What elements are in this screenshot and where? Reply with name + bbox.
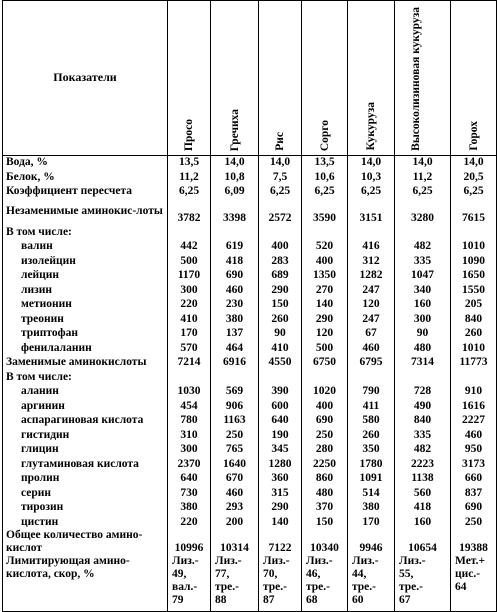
cell-value: 1010: [451, 239, 497, 254]
row-label: треонин: [3, 312, 168, 327]
cell-line: Лиз.-: [399, 555, 426, 568]
cell-value: 560: [395, 486, 451, 501]
cell-value: 150: [259, 297, 302, 312]
cell-line: Лиз.-: [263, 555, 290, 568]
cell-value: 6,25: [395, 184, 451, 199]
cell-line: 55,: [399, 568, 414, 581]
cell-value: 2250: [302, 457, 348, 472]
column-header: Гречиха: [211, 1, 259, 156]
cell-value: 1282: [348, 268, 395, 283]
row-label: изолейцин: [3, 254, 168, 269]
cell-value: 11,2: [395, 170, 451, 185]
cell-value: 1280: [259, 457, 302, 472]
cell-value: 640: [168, 471, 211, 486]
cell-value: 200: [211, 515, 259, 530]
cell-value: [211, 370, 259, 385]
amino-acid-table: [2, 0, 497, 612]
cell-value: 67: [348, 326, 395, 341]
cell-value: 7,5: [259, 170, 302, 185]
cell-value: 1091: [348, 471, 395, 486]
row-label: Белок, %: [3, 170, 168, 185]
cell-value: 410: [259, 341, 302, 356]
cell-line: 70,: [263, 568, 278, 581]
cell-value: [451, 370, 497, 385]
cell-value: 411: [348, 399, 395, 414]
row-label: тирозин: [3, 500, 168, 515]
cell-value: 837: [451, 486, 497, 501]
cell-value: 14,0: [395, 155, 451, 170]
cell-line: 49,: [172, 568, 187, 581]
cell-value: 6795: [348, 355, 395, 370]
row-label: гистидин: [3, 428, 168, 443]
cell-value: 300: [395, 312, 451, 327]
cell-value: 190: [259, 428, 302, 443]
cell-value: 670: [211, 471, 259, 486]
cell-value: 460: [451, 428, 497, 443]
cell-value: 2572: [259, 199, 302, 225]
cell-value: 840: [395, 413, 451, 428]
column-header: Просо: [168, 1, 211, 156]
cell-value: [259, 370, 302, 385]
cell-value: 4550: [259, 355, 302, 370]
table-row: [3, 155, 497, 170]
cell-value: 3782: [168, 199, 211, 225]
row-label: глицин: [3, 442, 168, 457]
cell-value: 580: [348, 413, 395, 428]
cell-value: 1163: [211, 413, 259, 428]
cell-value: 160: [395, 297, 451, 312]
column-header: Высоколизиновая кукуруза: [395, 1, 451, 156]
row-label: В том числе:: [3, 225, 168, 240]
cell-value: 1616: [451, 399, 497, 414]
column-header: Горох: [451, 1, 497, 156]
cell-value: 10340: [302, 529, 348, 555]
cell-value: 1780: [348, 457, 395, 472]
row-label: Вода, %: [3, 155, 168, 170]
table-row: [3, 457, 497, 472]
cell-line: цис.-: [455, 568, 481, 581]
cell-value: 3151: [348, 199, 395, 225]
table-row: [3, 184, 497, 199]
cell-line: Лиз.-: [352, 555, 379, 568]
cell-value: 205: [451, 297, 497, 312]
cell-value: 906: [211, 399, 259, 414]
cell-value: 10314: [211, 529, 259, 555]
cell-value: 660: [451, 471, 497, 486]
cell-value: 482: [395, 442, 451, 457]
header-row: [3, 1, 497, 156]
table-row: [3, 529, 497, 555]
cell-value: 315: [259, 486, 302, 501]
row-label: аланин: [3, 384, 168, 399]
cell-value: 442: [168, 239, 211, 254]
cell-value: 460: [211, 283, 259, 298]
table-row: [3, 355, 497, 370]
cell-value: 6,25: [451, 184, 497, 199]
cell-value: [259, 555, 302, 611]
cell-value: 260: [451, 326, 497, 341]
cell-value: 170: [348, 515, 395, 530]
cell-value: 220: [168, 515, 211, 530]
column-header: Сорго: [302, 1, 348, 156]
cell-value: 270: [302, 283, 348, 298]
cell-value: [211, 555, 259, 611]
cell-value: 10654: [395, 529, 451, 555]
row-label: метионин: [3, 297, 168, 312]
cell-value: 460: [211, 486, 259, 501]
cell-value: 730: [168, 486, 211, 501]
cell-value: 1010: [451, 341, 497, 356]
cell-value: 11773: [451, 355, 497, 370]
cell-value: 220: [168, 297, 211, 312]
row-label: серин: [3, 486, 168, 501]
table-row: [3, 268, 497, 283]
cell-value: 7314: [395, 355, 451, 370]
cell-value: 1170: [168, 268, 211, 283]
table-row: [3, 239, 497, 254]
cell-value: 500: [302, 341, 348, 356]
cell-value: 140: [302, 297, 348, 312]
cell-value: 1030: [168, 384, 211, 399]
cell-value: 345: [259, 442, 302, 457]
cell-value: 520: [302, 239, 348, 254]
column-header: Кукуруза: [348, 1, 395, 156]
cell-line: 79: [172, 594, 184, 607]
cell-value: 90: [259, 326, 302, 341]
cell-value: 3280: [395, 199, 451, 225]
row-label: триптофан: [3, 326, 168, 341]
table-row: [3, 486, 497, 501]
cell-value: [451, 555, 497, 611]
row-label: аспарагиновая кислота: [3, 413, 168, 428]
table-row: [3, 428, 497, 443]
cell-value: 570: [168, 341, 211, 356]
cell-value: 10,6: [302, 170, 348, 185]
cell-line: 68: [306, 594, 318, 607]
cell-value: 140: [259, 515, 302, 530]
cell-value: 11,2: [168, 170, 211, 185]
table-row: [3, 515, 497, 530]
cell-value: 1020: [302, 384, 348, 399]
cell-value: 690: [211, 268, 259, 283]
cell-line: 46,: [306, 568, 321, 581]
cell-value: [395, 370, 451, 385]
cell-value: 860: [302, 471, 348, 486]
row-label: лизин: [3, 283, 168, 298]
cell-value: 400: [302, 399, 348, 414]
row-label: пролин: [3, 471, 168, 486]
table-row: [3, 254, 497, 269]
table-row: [3, 199, 497, 225]
cell-line: вал.-: [172, 581, 198, 594]
table-row: [3, 399, 497, 414]
cell-value: 454: [168, 399, 211, 414]
cell-value: 950: [451, 442, 497, 457]
cell-value: [211, 225, 259, 240]
cell-value: 482: [395, 239, 451, 254]
cell-value: 514: [348, 486, 395, 501]
cell-value: [451, 225, 497, 240]
table-row: [3, 384, 497, 399]
table-row-limiting: [3, 555, 497, 611]
cell-value: 1550: [451, 283, 497, 298]
cell-value: 569: [211, 384, 259, 399]
table-body: [3, 155, 497, 611]
cell-line: тре.-: [263, 581, 287, 594]
table-row: [3, 471, 497, 486]
cell-value: 840: [451, 312, 497, 327]
cell-value: 416: [348, 239, 395, 254]
cell-value: 290: [259, 283, 302, 298]
cell-line: тре.-: [306, 581, 330, 594]
table-row: [3, 312, 497, 327]
cell-value: 120: [302, 326, 348, 341]
table-row: [3, 442, 497, 457]
cell-value: 600: [259, 399, 302, 414]
cell-value: 7214: [168, 355, 211, 370]
cell-value: 7615: [451, 199, 497, 225]
cell-value: 90: [395, 326, 451, 341]
cell-value: 690: [451, 500, 497, 515]
row-label: цистин: [3, 515, 168, 530]
cell-value: 250: [302, 428, 348, 443]
cell-value: 6916: [211, 355, 259, 370]
cell-value: 464: [211, 341, 259, 356]
table-row: [3, 283, 497, 298]
cell-value: 290: [259, 500, 302, 515]
cell-value: 728: [395, 384, 451, 399]
cell-value: 335: [395, 254, 451, 269]
row-label: Общее количество амино-кислот: [3, 529, 168, 555]
cell-line: 88: [215, 594, 227, 607]
cell-value: [302, 370, 348, 385]
cell-value: 14,0: [451, 155, 497, 170]
cell-line: 77,: [215, 568, 230, 581]
cell-value: 380: [348, 500, 395, 515]
cell-value: [168, 370, 211, 385]
cell-value: 247: [348, 283, 395, 298]
row-label: фенилаланин: [3, 341, 168, 356]
cell-value: 780: [168, 413, 211, 428]
cell-line: Лиз.-: [215, 555, 242, 568]
cell-value: 1650: [451, 268, 497, 283]
cell-line: 67: [399, 594, 411, 607]
table-row: [3, 500, 497, 515]
cell-value: 230: [211, 297, 259, 312]
row-label: Коэффициент пересчета: [3, 184, 168, 199]
row-label: аргинин: [3, 399, 168, 414]
cell-value: 3590: [302, 199, 348, 225]
column-header: Рис: [259, 1, 302, 156]
row-label: Незаменимые аминокис-лоты: [3, 199, 168, 225]
cell-value: [348, 370, 395, 385]
cell-value: 490: [395, 399, 451, 414]
cell-value: 3173: [451, 457, 497, 472]
cell-value: 2370: [168, 457, 211, 472]
cell-value: 170: [168, 326, 211, 341]
cell-value: 6,25: [168, 184, 211, 199]
cell-value: 14,0: [211, 155, 259, 170]
cell-value: 160: [395, 515, 451, 530]
cell-value: 418: [211, 254, 259, 269]
cell-line: 87: [263, 594, 275, 607]
row-label: лейцин: [3, 268, 168, 283]
cell-line: тре.-: [399, 581, 423, 594]
cell-value: 500: [168, 254, 211, 269]
cell-line: Мет.+: [455, 555, 486, 568]
cell-value: 380: [211, 312, 259, 327]
cell-value: 480: [302, 486, 348, 501]
cell-value: 689: [259, 268, 302, 283]
cell-value: 460: [348, 341, 395, 356]
row-label: глутаминовая кислота: [3, 457, 168, 472]
table-row: [3, 341, 497, 356]
cell-value: 410: [168, 312, 211, 327]
header-label: Показатели: [3, 1, 168, 156]
cell-value: 9946: [348, 529, 395, 555]
cell-value: 1640: [211, 457, 259, 472]
cell-value: 260: [348, 428, 395, 443]
cell-value: 14,0: [348, 155, 395, 170]
cell-value: [395, 225, 451, 240]
cell-line: тре.-: [215, 581, 239, 594]
cell-value: 283: [259, 254, 302, 269]
cell-line: Лиз.-: [172, 555, 199, 568]
cell-value: 6,25: [348, 184, 395, 199]
cell-line: 60: [352, 594, 364, 607]
cell-value: 1138: [395, 471, 451, 486]
cell-value: 6750: [302, 355, 348, 370]
cell-line: тре.-: [352, 581, 376, 594]
cell-value: 910: [451, 384, 497, 399]
cell-value: 400: [259, 239, 302, 254]
row-label: Заменимые аминокислоты: [3, 355, 168, 370]
cell-value: 14,0: [259, 155, 302, 170]
cell-value: 6,09: [211, 184, 259, 199]
cell-value: 6,25: [259, 184, 302, 199]
cell-value: 2227: [451, 413, 497, 428]
cell-value: 3398: [211, 199, 259, 225]
cell-line: 64: [455, 581, 467, 594]
cell-line: 44,: [352, 568, 367, 581]
cell-value: 10,8: [211, 170, 259, 185]
cell-value: 13,5: [302, 155, 348, 170]
table-row: [3, 170, 497, 185]
cell-value: 247: [348, 312, 395, 327]
cell-value: 120: [348, 297, 395, 312]
table-row: [3, 225, 497, 240]
cell-value: 360: [259, 471, 302, 486]
cell-value: 400: [302, 254, 348, 269]
cell-value: [168, 555, 211, 611]
cell-value: 790: [348, 384, 395, 399]
cell-value: 1047: [395, 268, 451, 283]
cell-value: 480: [395, 341, 451, 356]
row-label: В том числе:: [3, 370, 168, 385]
cell-value: 290: [302, 312, 348, 327]
table-row: [3, 413, 497, 428]
cell-value: 250: [211, 428, 259, 443]
cell-value: 20,5: [451, 170, 497, 185]
cell-value: 310: [168, 428, 211, 443]
cell-value: 350: [348, 442, 395, 457]
row-label: Лимитирующая амино-кислота, скор, %: [3, 555, 168, 611]
cell-line: Лиз.-: [306, 555, 333, 568]
row-label: валин: [3, 239, 168, 254]
cell-value: 2223: [395, 457, 451, 472]
cell-value: 300: [168, 283, 211, 298]
cell-value: 19388: [451, 529, 497, 555]
cell-value: 690: [302, 413, 348, 428]
cell-value: 250: [451, 515, 497, 530]
cell-value: 640: [259, 413, 302, 428]
table-row: [3, 326, 497, 341]
cell-value: [259, 225, 302, 240]
cell-value: 137: [211, 326, 259, 341]
table-row: [3, 370, 497, 385]
cell-value: [395, 555, 451, 611]
cell-value: 293: [211, 500, 259, 515]
cell-value: 390: [259, 384, 302, 399]
cell-value: [348, 555, 395, 611]
cell-value: [302, 225, 348, 240]
cell-value: 370: [302, 500, 348, 515]
cell-value: 1350: [302, 268, 348, 283]
cell-value: 312: [348, 254, 395, 269]
table-row: [3, 297, 497, 312]
cell-value: 150: [302, 515, 348, 530]
cell-value: 335: [395, 428, 451, 443]
cell-value: 300: [168, 442, 211, 457]
cell-value: 6,25: [302, 184, 348, 199]
cell-value: 1090: [451, 254, 497, 269]
cell-value: [348, 225, 395, 240]
cell-value: 7122: [259, 529, 302, 555]
cell-value: 340: [395, 283, 451, 298]
cell-value: 10996: [168, 529, 211, 555]
cell-value: [168, 225, 211, 240]
cell-value: [302, 555, 348, 611]
cell-value: 765: [211, 442, 259, 457]
cell-value: 10,3: [348, 170, 395, 185]
cell-value: 418: [395, 500, 451, 515]
cell-value: 380: [168, 500, 211, 515]
cell-value: 13,5: [168, 155, 211, 170]
cell-value: 280: [302, 442, 348, 457]
cell-value: 260: [259, 312, 302, 327]
cell-value: 619: [211, 239, 259, 254]
